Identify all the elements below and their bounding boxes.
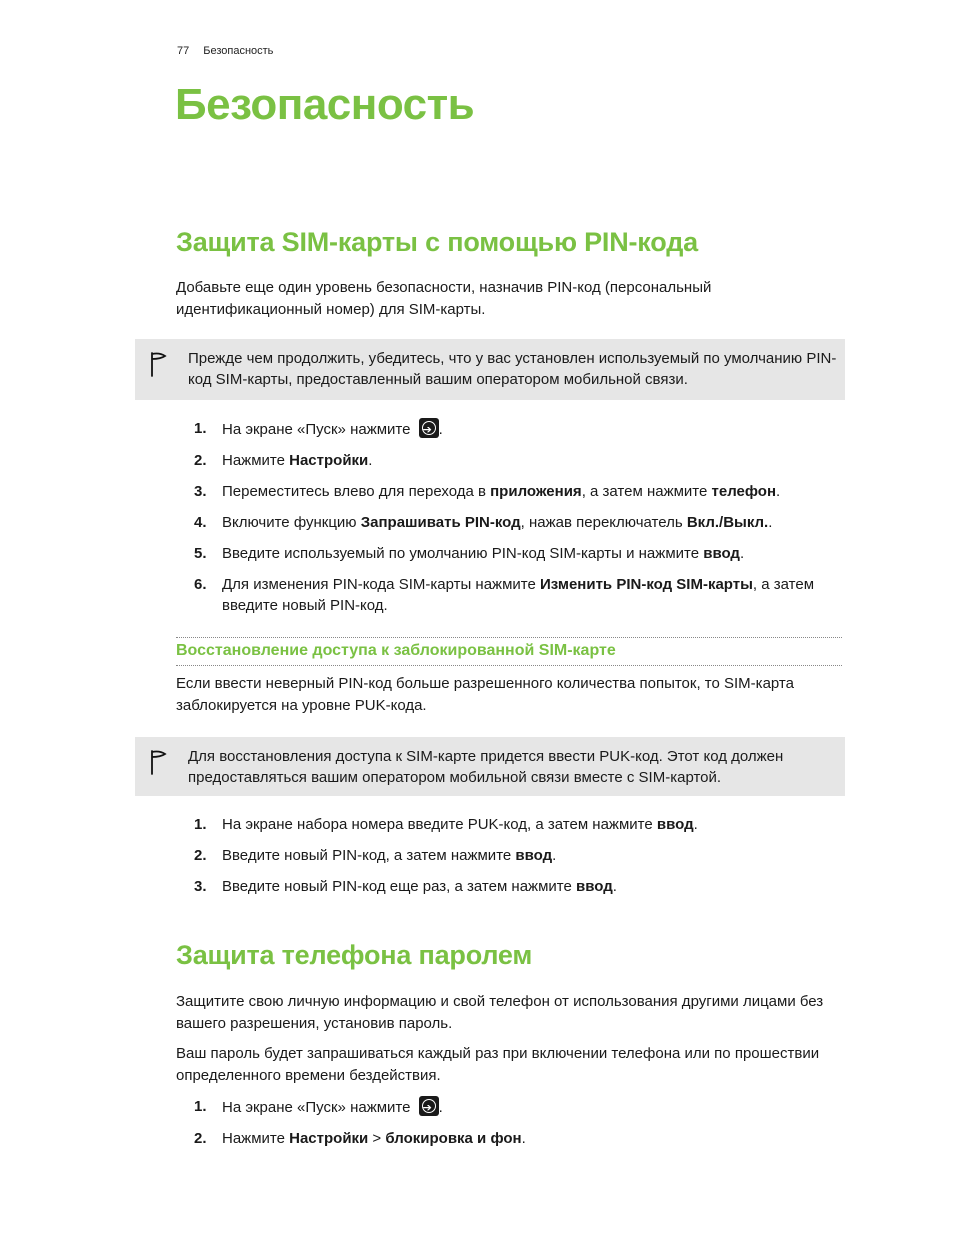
step-item (194, 1096, 844, 1118)
step-item (194, 845, 844, 866)
step-bold-text: телефон (711, 483, 777, 500)
step-bold-text: Изменить PIN-код SIM-карты (540, 576, 753, 593)
step-number: 1. (194, 1098, 207, 1115)
step-text: , а затем нажмите (581, 483, 712, 500)
step-bold-text: Настройки (289, 452, 369, 469)
step-bold-text: ввод (515, 847, 553, 864)
step-text: , нажав переключатель (520, 514, 687, 531)
step-text: На экране набора номера введите PUK-код, а затем нажмите (222, 816, 657, 833)
step-text: На экране «Пуск» нажмите (222, 1099, 415, 1116)
step-item (194, 1128, 844, 1149)
step-text: . (693, 816, 698, 833)
step-text: Введите новый PIN-код еще раз, а затем нажмите (222, 878, 576, 895)
step-text: Введите новый PIN-код, а затем нажмите (222, 847, 516, 864)
step-item (194, 574, 844, 616)
step-item (194, 543, 844, 564)
note-box-puk (135, 737, 845, 796)
step-text: . (438, 1099, 443, 1116)
chapter-title: Безопасность (175, 80, 475, 129)
step-text: . (739, 545, 745, 562)
step-number: 2. (194, 452, 207, 469)
start-arrow-icon (419, 1096, 439, 1116)
start-arrow-icon (419, 418, 439, 438)
section2-para1: Защитите свою личную информацию и свой телефон от использования другими лицами без вашего разрешения, установив пароль. (176, 993, 824, 1032)
step-text: На экране «Пуск» нажмите (222, 421, 415, 438)
step-bold-text: ввод (576, 878, 613, 895)
section1-intro: Добавьте еще один уровень безопасности, назначив PIN-код (персональный идентификационный номер) для SIM-карты. (176, 279, 712, 318)
running-header-section: Безопасность (203, 45, 274, 57)
step-number: 2. (194, 1130, 207, 1147)
note-text-pin: Прежде чем продолжить, убедитесь, что у вас установлен используемый по умолчанию PIN-код SIM-карты, предоставленный вашим оператором мобильной связи. (188, 350, 837, 388)
step-text: Введите используемый по умолчанию PIN-код SIM-карты и нажмите (222, 545, 704, 562)
step-item (194, 512, 844, 533)
step-item (194, 814, 844, 835)
step-item (194, 876, 844, 897)
steps-list-puk (194, 814, 844, 897)
section-title-password: Защита телефона паролем (176, 940, 533, 970)
steps-list-password (194, 1096, 844, 1149)
step-bold-text: блокировка и фон (385, 1130, 522, 1147)
step-text: Включите функцию (222, 514, 361, 531)
step-text: . (612, 878, 617, 895)
step-bold-text: Запрашивать PIN-код (360, 514, 521, 531)
step-text: Переместитесь влево для перехода в (222, 483, 491, 500)
step-text: Нажмите (222, 452, 290, 469)
section2-para2: Ваш пароль будет запрашиваться каждый раз при включении телефона или по прошествии определенного времени бездействия. (176, 1045, 820, 1084)
step-text: Нажмите (222, 1130, 290, 1147)
subsection-intro: Если ввести неверный PIN-код больше разрешенного количества попыток, то SIM-карта заблокируется на уровне PUK-кода. (176, 675, 794, 714)
running-header (177, 45, 273, 57)
step-text: , а затем введите новый PIN-код. (222, 576, 815, 614)
note-text-puk: Для восстановления доступа к SIM-карте придется ввести PUK-код. Этот код должен предоставляться вашим оператором мобильной связи вместе с SIM-картой. (188, 748, 784, 786)
step-item (194, 481, 844, 502)
step-bold-text: ввод (703, 545, 740, 562)
step-text: . (521, 1130, 526, 1147)
step-text: Для изменения PIN-кода SIM-карты нажмите (222, 576, 540, 593)
note-box-pin (135, 339, 845, 400)
step-item (194, 450, 844, 471)
step-number: 1. (194, 816, 207, 833)
page-number: 77 (177, 45, 190, 57)
subsection-title: Восстановление доступа к заблокированной SIM-карте (176, 642, 616, 659)
step-text: . (768, 514, 773, 531)
step-text: . (438, 421, 443, 438)
subsection-header (176, 637, 842, 666)
step-number: 1. (194, 420, 207, 437)
step-number: 5. (194, 545, 207, 562)
step-text: . (368, 452, 373, 469)
step-bold-text: ввод (656, 816, 694, 833)
step-number: 3. (194, 483, 207, 500)
note-flag-icon (149, 351, 167, 377)
step-number: 2. (194, 847, 207, 864)
section-title-sim-pin: Защита SIM-карты с помощью PIN-кода (176, 227, 698, 257)
step-bold-text: приложения (490, 483, 582, 500)
step-number: 4. (194, 514, 207, 531)
step-item (194, 418, 844, 440)
step-text: . (776, 483, 781, 500)
step-text: . (552, 847, 557, 864)
steps-list-sim-pin (194, 418, 844, 616)
step-number: 3. (194, 878, 207, 895)
step-number: 6. (194, 576, 207, 593)
step-bold-text: Настройки (289, 1130, 369, 1147)
step-text: > (368, 1130, 386, 1147)
step-bold-text: Вкл./Выкл. (686, 514, 769, 531)
note-flag-icon (149, 749, 167, 775)
